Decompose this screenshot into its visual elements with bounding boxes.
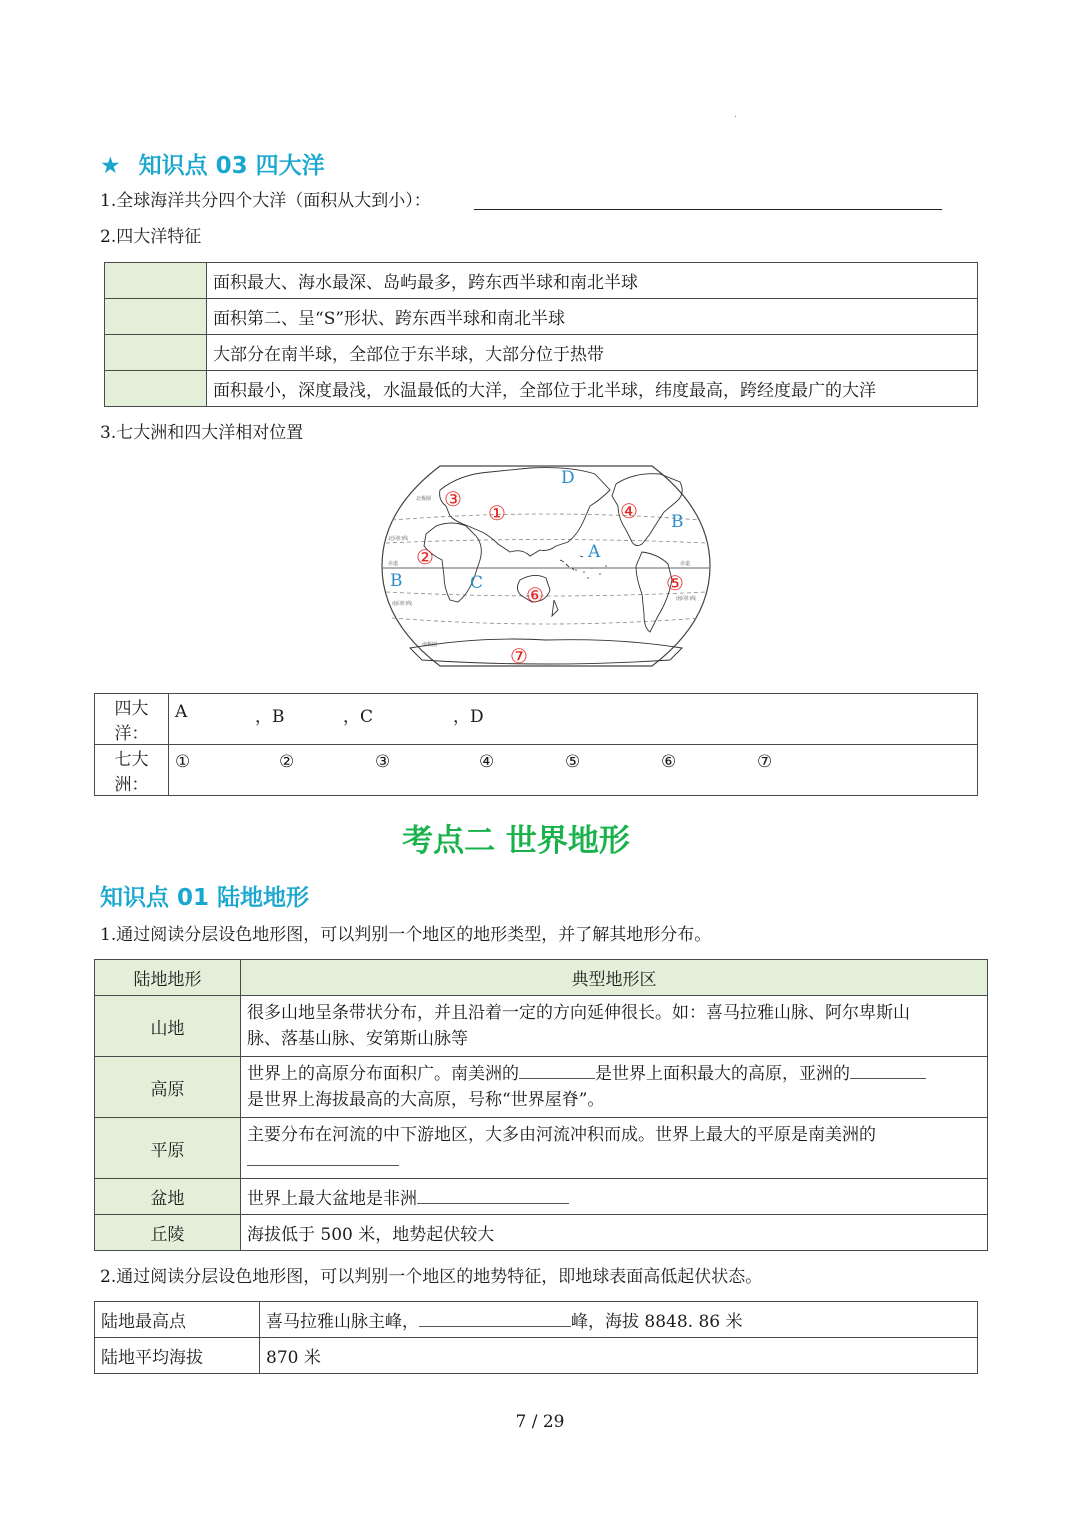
feature-cell: 面积第二、呈“S”形状、跨东西半球和南北半球	[207, 299, 978, 335]
terrain-type: 平原	[95, 1118, 241, 1179]
elev-value	[260, 1302, 978, 1338]
question-3: 3.七大洲和四大洋相对位置	[100, 423, 304, 443]
continent-number: ③	[444, 487, 462, 511]
corner-mark: ·	[734, 112, 738, 123]
answer-table	[94, 693, 978, 796]
terrain-desc: 海拔低于 500 米，地势起伏较大	[241, 1215, 988, 1251]
section-title: 知识点 03 四大洋	[138, 153, 325, 179]
answer-item: ⑤	[565, 752, 581, 772]
line-label: 北回归线	[388, 536, 409, 542]
answer-item: ，B	[255, 707, 285, 727]
terrain-desc	[241, 1179, 988, 1215]
ocean-letter: D	[561, 468, 575, 488]
desc-line: 主要分布在河流的中下游地区，大多由河流冲积而成。世界上最大的平原是南美洲的	[247, 1125, 876, 1145]
fill-blank[interactable]	[519, 1065, 595, 1079]
ocean-features-table	[104, 262, 978, 407]
answer-item: ④	[479, 752, 495, 772]
line-label: 北极圈	[416, 496, 432, 502]
ocean-name-cell[interactable]	[105, 263, 207, 299]
answer-line[interactable]	[474, 209, 942, 210]
desc-text: 世界上的高原分布面积广。南美洲的	[247, 1064, 519, 1084]
question-1	[100, 189, 431, 213]
line-label: 南极圈	[422, 642, 438, 648]
ocean-letter: A	[588, 542, 601, 562]
ocean-name-cell[interactable]	[105, 299, 207, 335]
sub-heading: 知识点 01 陆地地形	[100, 885, 310, 911]
terrain-table	[94, 959, 988, 1251]
desc-text: 是世界上面积最大的高原，亚洲的	[595, 1064, 850, 1084]
elevation-table	[94, 1301, 978, 1374]
terrain-type: 丘陵	[95, 1215, 241, 1251]
continent-number: ②	[416, 545, 434, 569]
terrain-type: 高原	[95, 1057, 241, 1118]
elev-text: 峰，海拔 8848. 86 米	[571, 1312, 743, 1332]
terrain-desc	[241, 1057, 988, 1118]
terrain-question-1: 1.通过阅读分层设色地形图，可以判别一个地区的地形类型，并了解其地形分布。	[100, 925, 712, 945]
continents-answer-cell[interactable]	[169, 745, 978, 796]
desc-text: 世界上最大盆地是非洲	[247, 1189, 417, 1209]
fill-blank[interactable]	[417, 1190, 569, 1204]
line-label: 南回归线	[392, 601, 413, 607]
answer-item: ，D	[453, 707, 484, 727]
terrain-type: 盆地	[95, 1179, 241, 1215]
answer-item: ⑦	[757, 752, 773, 772]
terrain-desc	[241, 996, 988, 1057]
answer-item: A	[175, 702, 188, 722]
continent-number: ④	[620, 499, 638, 523]
terrain-header: 陆地地形	[95, 960, 241, 996]
section-heading-oceans	[100, 147, 325, 180]
page-number: 7 / 29	[515, 1412, 565, 1432]
region-header: 典型地形区	[241, 960, 988, 996]
ocean-name-cell[interactable]	[105, 335, 207, 371]
feature-cell: 面积最大、海水最深、岛屿最多，跨东西半球和南北半球	[207, 263, 978, 299]
fill-blank[interactable]	[850, 1065, 926, 1079]
answer-item: ，C	[343, 707, 374, 727]
continents-label: 七大洲：	[95, 745, 169, 796]
elev-label: 陆地平均海拔	[95, 1338, 260, 1374]
oceans-label: 四大洋：	[95, 694, 169, 745]
continent-number: ⑦	[510, 644, 528, 668]
ocean-letter: C	[470, 573, 484, 593]
fill-blank[interactable]	[419, 1313, 571, 1327]
chapter-heading: 考点二 世界地形	[402, 823, 630, 859]
terrain-question-2: 2.通过阅读分层设色地形图，可以判别一个地区的地势特征，即地球表面高低起伏状态。	[100, 1267, 763, 1287]
elev-value: 870 米	[260, 1338, 978, 1374]
desc-line: 很多山地呈条带状分布，并且沿着一定的方向延伸很长。如：喜马拉雅山脉、阿尔卑斯山	[247, 1003, 910, 1023]
answer-item: ⑥	[661, 752, 677, 772]
elev-label: 陆地最高点	[95, 1302, 260, 1338]
question-2: 2.四大洋特征	[100, 227, 202, 247]
star-icon: ★	[100, 153, 121, 179]
continent-number: ⑥	[526, 583, 544, 607]
fill-blank[interactable]	[247, 1152, 399, 1166]
world-map	[380, 460, 712, 672]
question-1-text: 1.全球海洋共分四个大洋（面积从大到小）：	[100, 191, 431, 211]
continent-number: ⑤	[666, 571, 684, 595]
ocean-letter: B	[390, 571, 403, 591]
desc-line: 脉、落基山脉、安第斯山脉等	[247, 1029, 468, 1049]
line-label: 赤道	[388, 561, 399, 567]
feature-cell: 面积最小，深度最浅，水温最低的大洋，全部位于北半球，纬度最高，跨经度最广的大洋	[207, 371, 978, 407]
terrain-type: 山地	[95, 996, 241, 1057]
continent-number: ①	[488, 501, 506, 525]
terrain-desc	[241, 1118, 988, 1179]
answer-item: ③	[375, 752, 391, 772]
ocean-name-cell[interactable]	[105, 371, 207, 407]
desc-line: 是世界上海拔最高的大高原，号称“世界屋脊”。	[247, 1090, 605, 1110]
line-label: 南回归线	[676, 596, 697, 602]
feature-cell: 大部分在南半球，全部位于东半球，大部分位于热带	[207, 335, 978, 371]
answer-item: ①	[175, 752, 191, 772]
elev-text: 喜马拉雅山脉主峰，	[266, 1312, 419, 1332]
answer-item: ②	[279, 752, 295, 772]
line-label: 赤道	[680, 561, 691, 567]
ocean-letter: B	[671, 512, 684, 532]
oceans-answer-cell[interactable]	[169, 694, 978, 745]
